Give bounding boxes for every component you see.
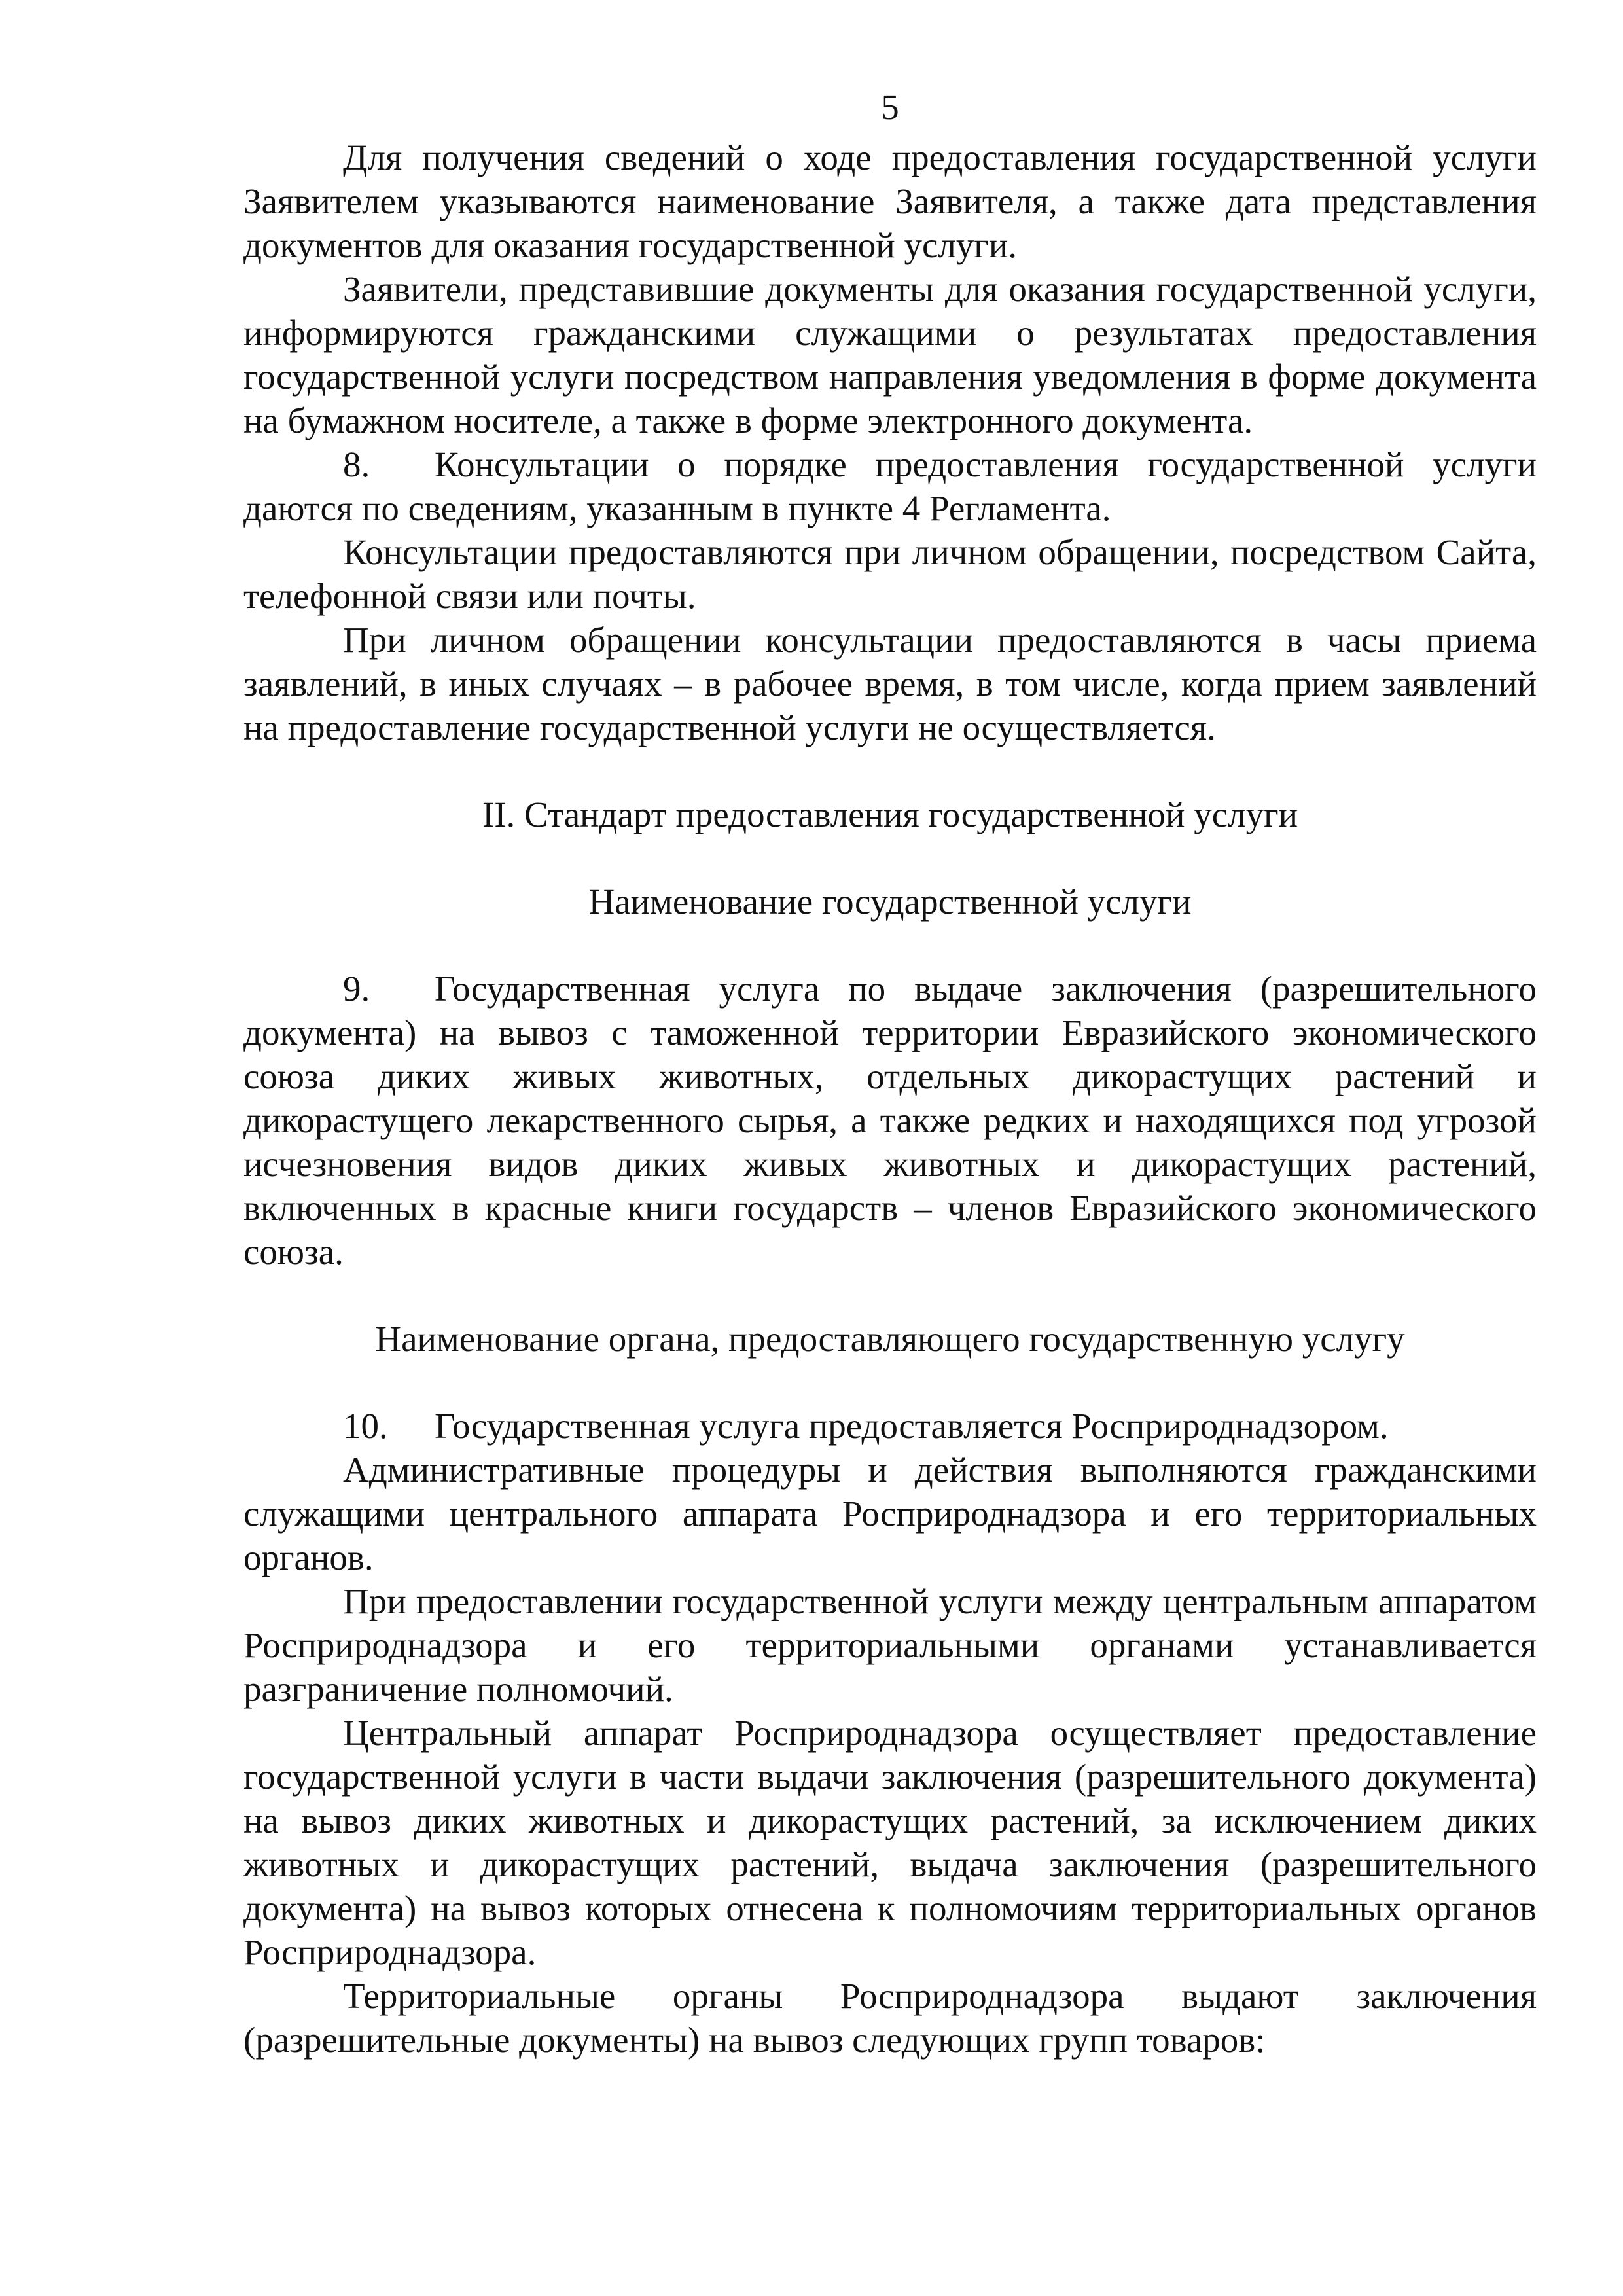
item-10-number: 10. — [343, 1406, 388, 1446]
paragraph-delimitation: При предоставлении государственной услуги между центральным аппаратом Росприроднадзора и его территориальными органами устанавливается разграничение полномочий. — [243, 1581, 1537, 1709]
subheading-service-name: Наименование государственной услуги — [588, 882, 1192, 922]
page-number: 5 — [881, 87, 899, 127]
item-8-text: Консультации о порядке предоставления государственной услуги даются по сведениям, указанным в пункте 4 Регламента. — [243, 444, 1537, 528]
section-heading: II. Стандарт предоставления государственной услуги — [482, 795, 1298, 834]
paragraph-application-info: Для получения сведений о ходе предоставления государственной услуги Заявителем указываются наименование Заявителя, а также дата представления документов для оказания государственной услуги. — [243, 137, 1537, 265]
document-page — [243, 85, 1537, 2062]
item-9 — [243, 967, 1537, 1274]
item-8-number: 8. — [343, 444, 370, 484]
subheading-authority: Наименование органа, предоставляющего государственную услугу — [375, 1319, 1405, 1359]
paragraph-consultations-channels: Консультации предоставляются при личном обращении, посредством Сайта, телефонной связи или почты. — [243, 532, 1537, 616]
paragraph-applicants-informed: Заявители, представившие документы для оказания государственной услуги, информируются гражданскими служащими о результатах предоставления государственной услуги посредством направления уведомления в форме документа на бумажном носителе, а также в форме электронного документа. — [243, 269, 1537, 440]
item-8 — [243, 442, 1537, 530]
item-9-number: 9. — [343, 969, 370, 1009]
paragraph-consultations-hours: При личном обращении консультации предоставляются в часы приема заявлений, в иных случаях – в рабочее время, в том числе, когда прием заявлений на предоставление государственной услуги не осуществляется. — [243, 620, 1537, 747]
item-10 — [243, 1404, 1537, 1448]
paragraph-procedures: Административные процедуры и действия выполняются гражданскими служащими центрального аппарата Росприроднадзора и его территориальных органов. — [243, 1450, 1537, 1577]
paragraph-central-apparatus: Центральный аппарат Росприроднадзора осуществляет предоставление государственной услуги в части выдачи заключения (разрешительного документа) на вывоз диких животных и дикорастущих растений, за исключением диких животных и дикорастущих растений, выдача заключения (разрешительного документа) на вывоз которых отнесена к полномочиям территориальных органов Росприроднадзора. — [243, 1713, 1537, 1972]
item-9-text: Государственная услуга по выдаче заключения (разрешительного документа) на вывоз с таможенной территории Евразийского экономического союза диких живых животных, отдельных дикорастущих растений и дикорастущего лекарственного сырья, а также редких и находящихся под угрозой исчезновения видов диких живых животных и дикорастущих растений, включенных в красные книги государств – членов Евразийского экономического союза. — [243, 969, 1537, 1272]
item-10-text: Государственная услуга предоставляется Росприроднадзором. — [435, 1406, 1389, 1446]
paragraph-territorial-bodies: Территориальные органы Росприроднадзора выдают заключения (разрешительные документы) на вывоз следующих групп товаров: — [243, 1976, 1537, 2060]
